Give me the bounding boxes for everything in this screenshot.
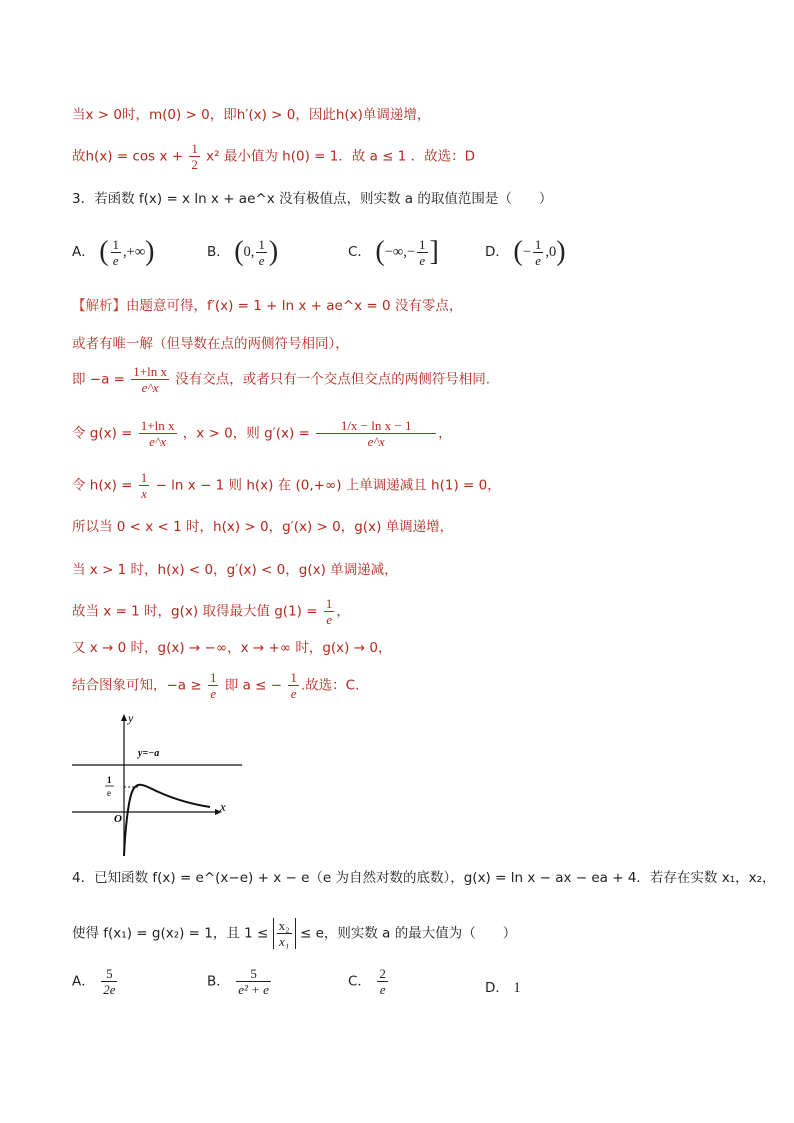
q3-option-a: A． ( $\frac{1}{e}$ ,+∞) bbox=[72, 236, 155, 268]
q3-option-d: D． (− $\frac{1}{e}$ ,0) bbox=[485, 236, 566, 268]
solution-3-line-7: 当 x > 1 时，h(x) < 0，g′(x) < 0，g(x) 单调递减， bbox=[72, 562, 398, 578]
solution-3-line-4: 令 g(x) = $\frac{\text{1+ln x}}{e\^{}x}$ ，x > 0，则 g′(x) = $\frac{\text{1/x − ln x − 1}}{e\^{}x}$ ， bbox=[72, 418, 452, 449]
x-axis-label: x bbox=[220, 799, 226, 814]
q4-option-a: A． $\frac{5}{2e}$ bbox=[72, 966, 116, 997]
y-axis-label: y bbox=[128, 712, 134, 725]
curve-g bbox=[124, 785, 210, 856]
solution-3-line-10: 结合图象可知，−a ≥ $\frac{1}{e}$ 即 a ≤ − $\frac{1}{e}$ .故选：C. bbox=[72, 670, 360, 701]
solution-3-line-6: 所以当 0 < x < 1 时，h(x) > 0，g′(x) > 0，g(x) 单调递增， bbox=[72, 519, 454, 535]
q3-option-b: B． (0, $\frac{1}{e}$ ) bbox=[207, 236, 279, 268]
y-axis-arrow bbox=[121, 714, 127, 721]
solution-line-2: 故h(x) = cos x + $\frac{1}{2}$ x² 最小值为 h(0) = 1．故 a ≤ 1 ．故选：D bbox=[72, 141, 476, 172]
fraction-half: $\frac{1}{2}$ bbox=[191, 141, 198, 172]
function-graph bbox=[70, 712, 250, 862]
question-3: 3．若函数 f(x) = x ln x + ae^x 没有极值点，则实数 a 的取值范围是（ ） bbox=[72, 191, 553, 207]
solution-3-line-5: 令 h(x) = $\frac{1}{x}$ − ln x − 1 则 h(x) 在 (0,+∞) 上单调递减且 h(1) = 0， bbox=[72, 470, 501, 501]
solution-3-line-8: 故当 x = 1 时，g(x) 取得最大值 g(1) = $\frac{1}{e}$ ， bbox=[72, 596, 350, 627]
solution-line-1: 当x > 0时，m(0) > 0，即h′(x) > 0，因此h(x)单调递增， bbox=[72, 107, 431, 123]
solution-3-line-3: 即 −a = $\frac{\text{1+ln x}}{e\^{}x}$ 没有交点，或者只有一个交点但交点的两侧符号相同. bbox=[72, 364, 491, 395]
analysis-tag: 【解析】 bbox=[72, 298, 126, 314]
tick-denominator: e bbox=[107, 788, 111, 798]
solution-3-line-9: 又 x → 0 时，g(x) → −∞，x → +∞ 时，g(x) → 0， bbox=[72, 640, 392, 656]
q3-option-c: C． (−∞,− $\frac{1}{e}$ ] bbox=[348, 236, 439, 268]
q4-option-b: B． $\frac{5}{\text{e² + e}}$ bbox=[207, 966, 269, 997]
question-4-line-1: 4．已知函数 f(x) = e^(x−e) + x − e（e 为自然对数的底数），g(x) = ln x − ax − ea + 4．若存在实数 x₁，x₂， bbox=[72, 870, 776, 886]
solution-3-line-2: 或者有唯一解（但导数在点的两侧符号相同）， bbox=[72, 336, 349, 352]
q4-option-c: C． $\frac{2}{e}$ bbox=[348, 966, 386, 997]
origin-label: O bbox=[114, 813, 122, 825]
q4-option-d: D． 1 bbox=[485, 980, 521, 996]
line-label: y=−a bbox=[138, 748, 160, 759]
question-4-line-2: 使得 f(x₁) = g(x₂) = 1，且 1 ≤ $\frac{\text{x₂}}{\text{x₁}}$ ≤ e，则实数 a 的最大值为（ ） bbox=[72, 918, 517, 949]
tick-numerator: 1 bbox=[107, 775, 112, 785]
solution-3-line-1: 【解析】由题意可得，f′(x) = 1 + ln x + ae^x = 0 没有零点， bbox=[72, 298, 463, 314]
